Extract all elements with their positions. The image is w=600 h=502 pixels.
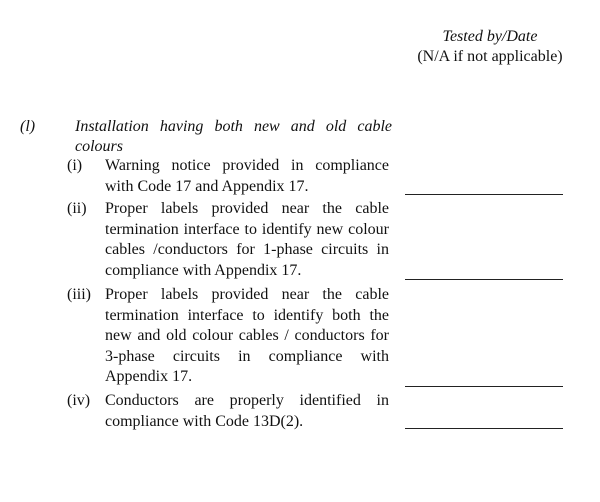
item-text: Conductors are properly identified in compliance with Code 13D(2).	[105, 392, 389, 430]
signature-line[interactable]	[405, 386, 563, 387]
signature-line[interactable]	[405, 279, 563, 280]
item-number: (iii)	[67, 286, 91, 303]
item-text: Proper labels provided near the cable termination interface to identify both the new and old colour cables / conductors for 3-phase circuits in compliance with Appendix 17.	[105, 286, 389, 385]
tested-by-label: Tested by/Date	[442, 28, 538, 45]
section-title: Installation having both new and old cable colours	[75, 118, 392, 155]
signature-line[interactable]	[405, 428, 563, 429]
signature-line[interactable]	[405, 194, 563, 195]
item-number: (iv)	[67, 392, 91, 409]
item-text: Warning notice provided in compliance with Code 17 and Appendix 17.	[105, 157, 389, 195]
item-number: (i)	[67, 157, 83, 174]
tested-by-header	[400, 27, 580, 67]
item-text: Proper labels provided near the cable termination interface to identify new colour cables /conductors for 1-phase circuits in compliance with Appendix 17.	[105, 200, 389, 279]
section-number: (l)	[20, 118, 36, 135]
item-number: (ii)	[67, 200, 87, 217]
na-note-label: (N/A if not applicable)	[417, 48, 563, 65]
